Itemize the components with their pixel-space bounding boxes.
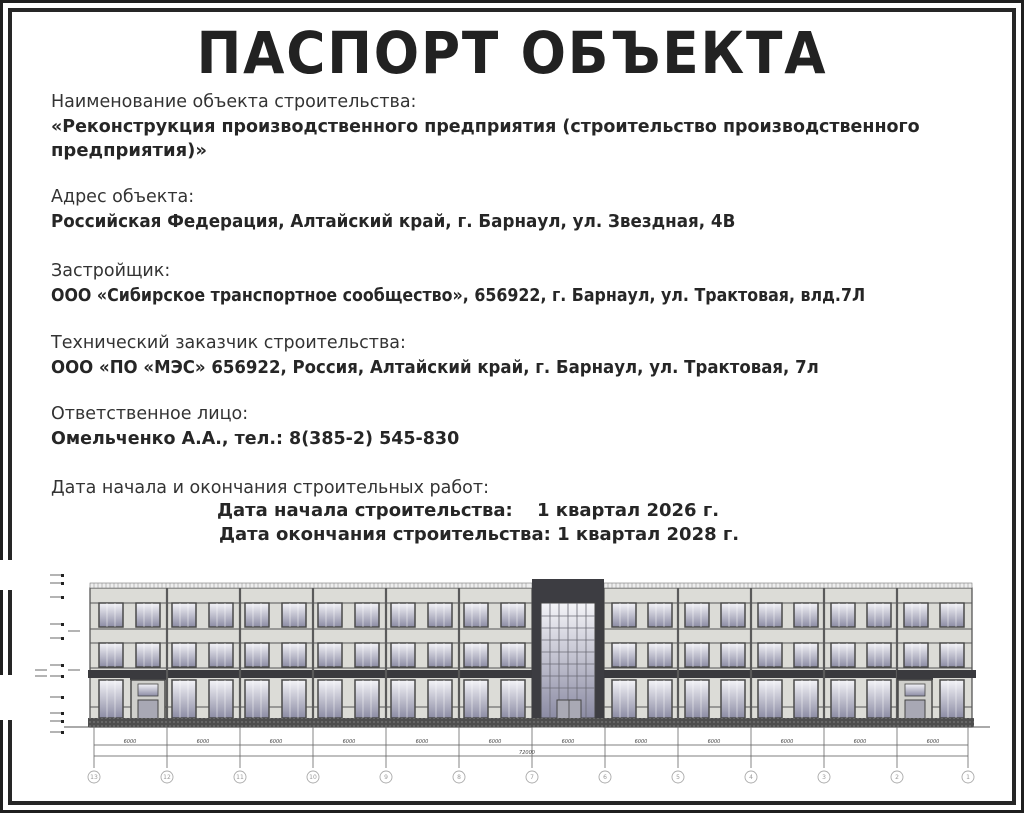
responsible-person-value: Омельченко А.А., тел.: 8(385-2) 545-830 — [51, 428, 460, 449]
svg-text:6000: 6000 — [634, 739, 648, 745]
svg-text:6000: 6000 — [269, 739, 283, 745]
elevation-marks — [35, 574, 80, 734]
page-title: ПАСПОРТ ОБЪЕКТА — [196, 19, 828, 87]
object-name-value-line1: «Реконструкция производственного предприятия (строительство производственного — [51, 116, 920, 137]
svg-text:5: 5 — [676, 774, 680, 781]
svg-text:9: 9 — [384, 774, 388, 781]
svg-text:2: 2 — [895, 774, 899, 781]
left-entrance — [130, 670, 166, 720]
end-date-value: 1 квартал 2028 г. — [557, 524, 740, 545]
svg-text:6000: 6000 — [853, 739, 867, 745]
svg-text:6: 6 — [603, 774, 607, 781]
start-date-key: Дата начала строительства: — [217, 500, 513, 521]
svg-text:3: 3 — [822, 774, 826, 781]
technical-customer-label: Технический заказчик строительства: — [51, 333, 406, 353]
object-name-value-line2: предприятия)» — [51, 140, 208, 161]
svg-text:13: 13 — [90, 774, 98, 781]
svg-text:10: 10 — [309, 774, 317, 781]
developer-value: ООО «Сибирское транспортное сообщество», 656922, г. Барнаул, ул. Трактовая, влд.7Л — [51, 285, 866, 306]
start-date-value: 1 квартал 2026 г. — [537, 500, 720, 521]
svg-text:6000: 6000 — [488, 739, 502, 745]
svg-text:6000: 6000 — [342, 739, 356, 745]
address-value: Российская Федерация, Алтайский край, г. Барнаул, ул. Звездная, 4В — [51, 211, 736, 232]
developer-label: Застройщик: — [51, 261, 171, 281]
svg-text:6000: 6000 — [196, 739, 210, 745]
facade-drawing — [0, 560, 1024, 790]
end-date-key: Дата окончания строительства: — [219, 524, 551, 545]
svg-text:6000: 6000 — [415, 739, 429, 745]
axis-labels — [90, 774, 970, 781]
svg-text:6000: 6000 — [561, 739, 575, 745]
start-date-row — [217, 500, 719, 521]
svg-text:6000: 6000 — [707, 739, 721, 745]
responsible-person-label: Ответственное лицо: — [51, 404, 249, 424]
svg-text:6000: 6000 — [926, 739, 940, 745]
svg-text:6000: 6000 — [123, 739, 137, 745]
svg-text:72000: 72000 — [519, 750, 535, 756]
technical-customer-value: ООО «ПО «МЭС» 656922, Россия, Алтайский край, г. Барнаул, ул. Трактовая, 7л — [51, 357, 819, 378]
svg-text:6000: 6000 — [780, 739, 794, 745]
span-labels — [124, 739, 940, 756]
svg-text:12: 12 — [163, 774, 171, 781]
address-label: Адрес объекта: — [51, 187, 195, 207]
svg-text:7: 7 — [530, 774, 534, 781]
end-date-row — [219, 524, 739, 545]
dates-label: Дата начала и окончания строительных работ: — [51, 478, 489, 498]
svg-text:1: 1 — [966, 774, 970, 781]
svg-text:8: 8 — [457, 774, 461, 781]
object-name-label: Наименование объекта строительства: — [51, 92, 417, 112]
svg-text:4: 4 — [749, 774, 753, 781]
svg-text:11: 11 — [236, 774, 244, 781]
right-entrance — [897, 670, 933, 720]
